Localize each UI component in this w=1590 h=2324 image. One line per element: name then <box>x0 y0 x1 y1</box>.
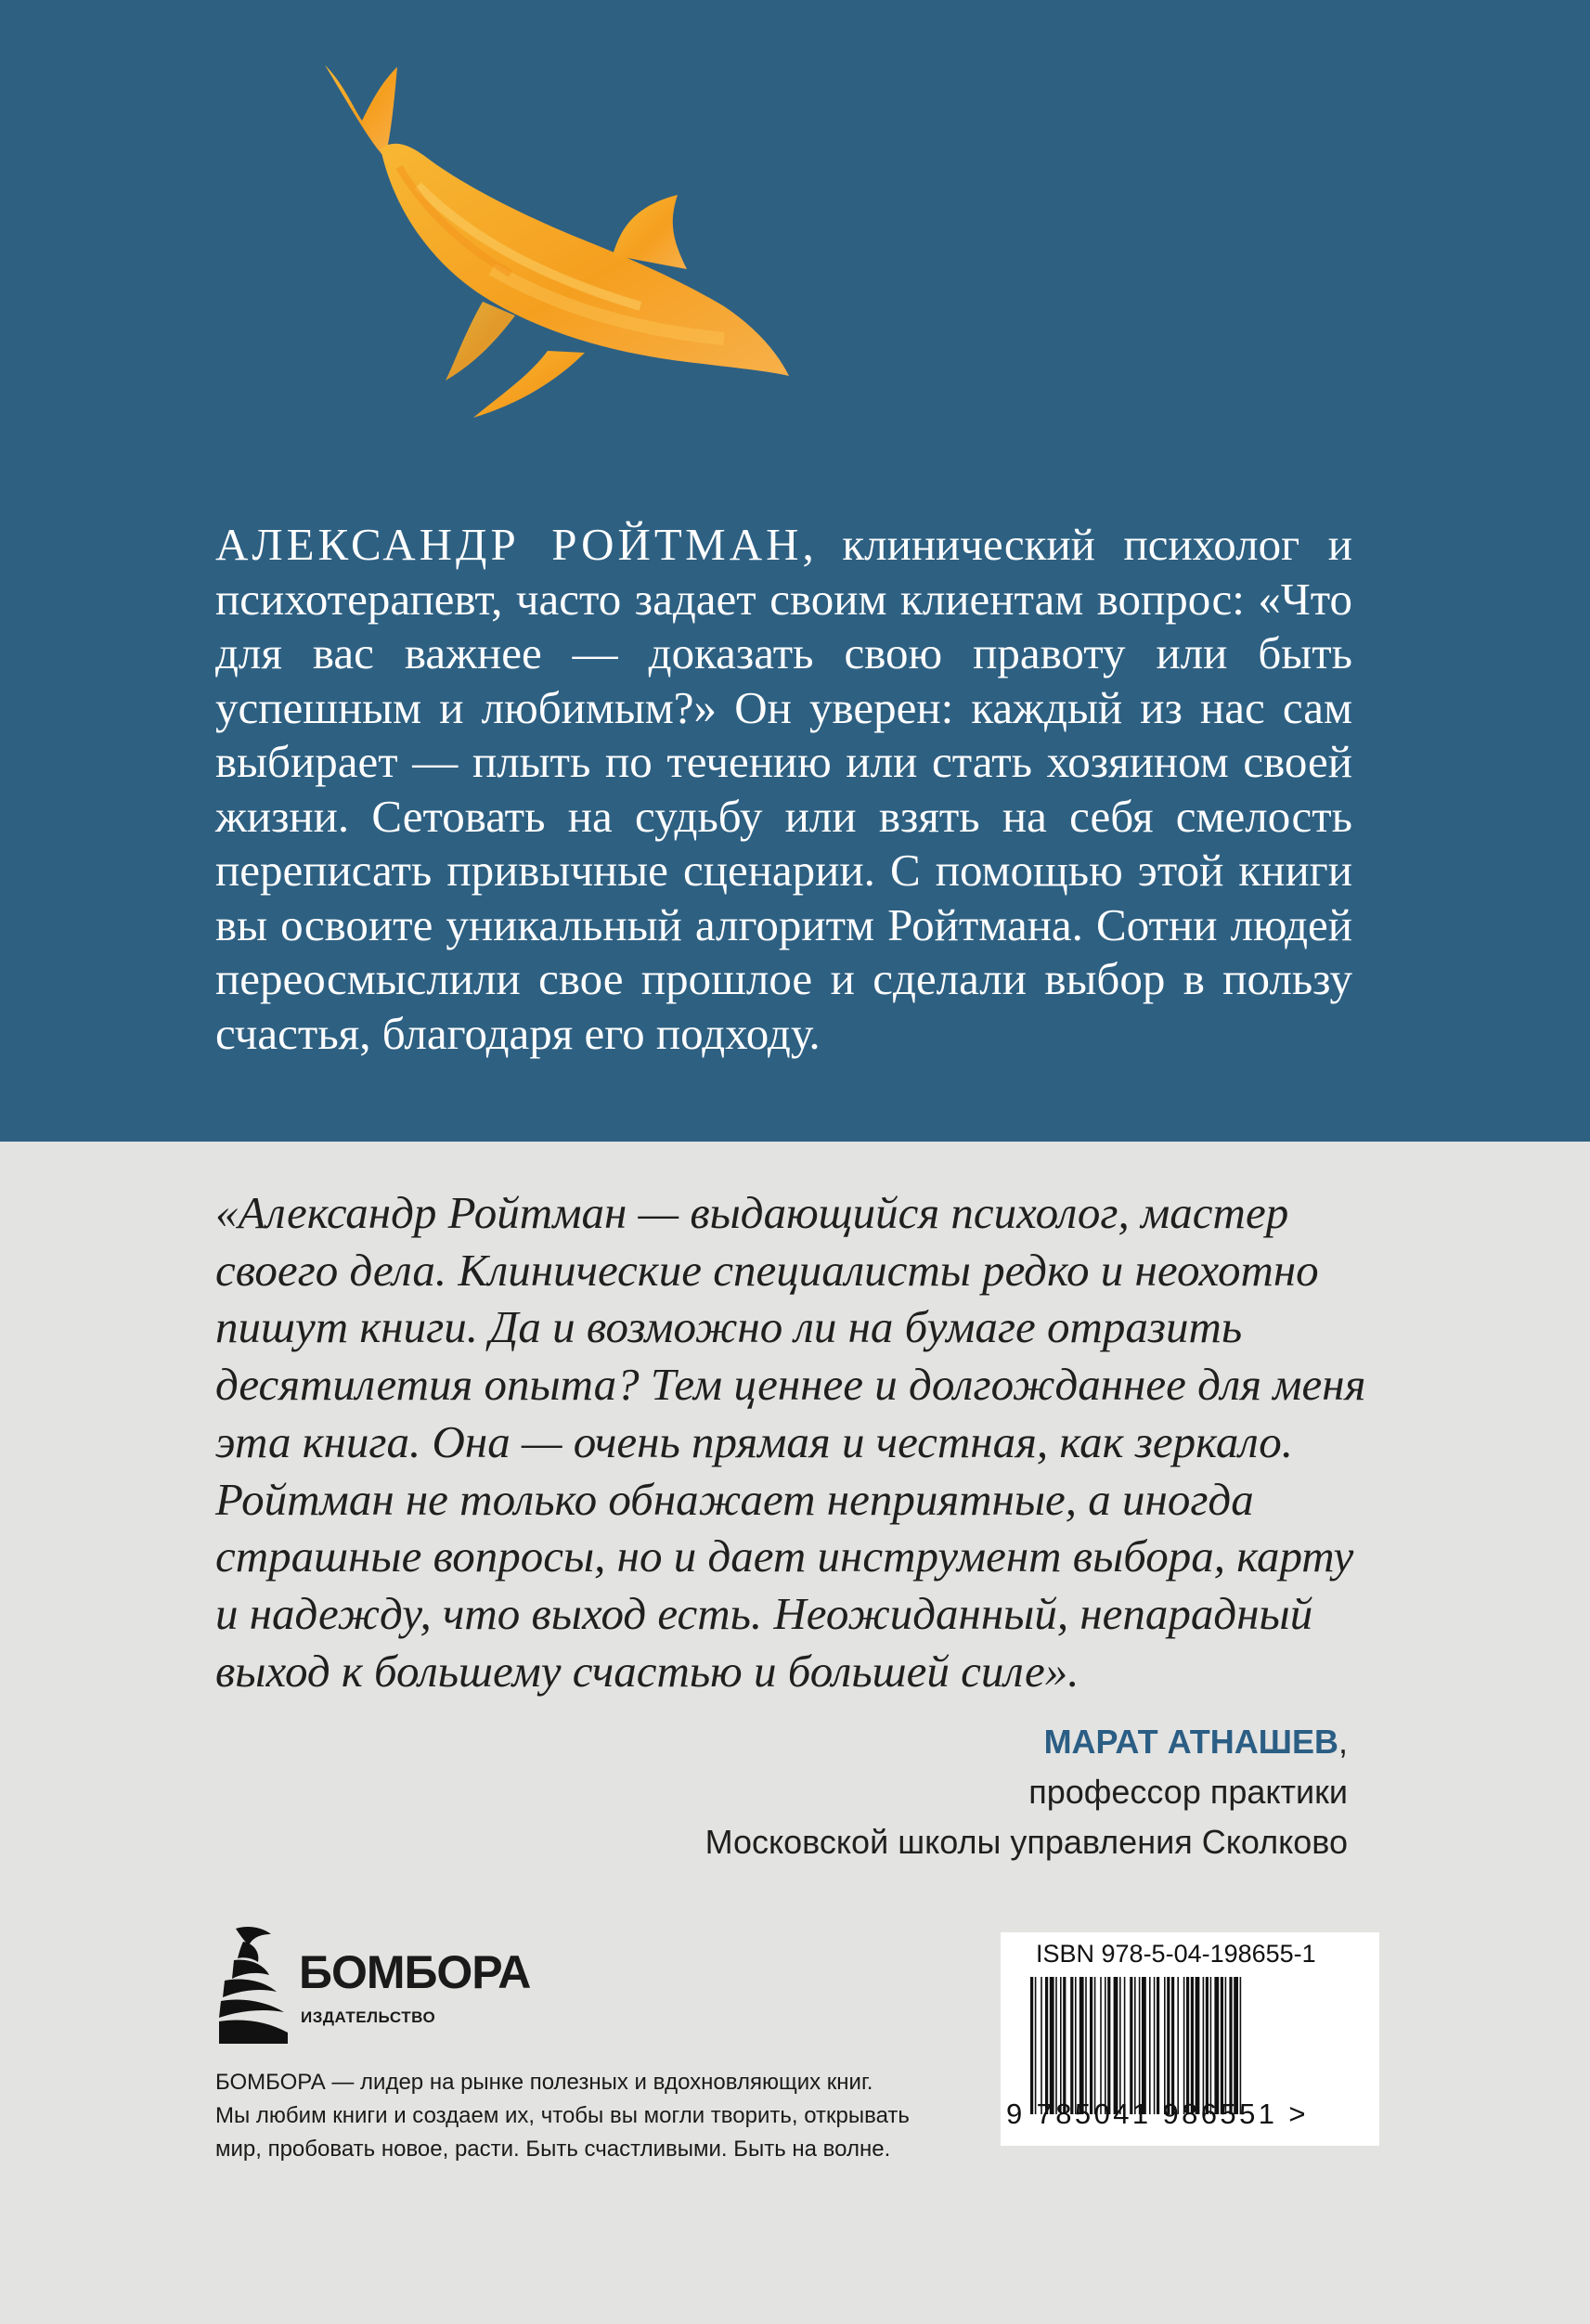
reviewer-comma: , <box>1338 1723 1348 1761</box>
book-description <box>215 518 1352 1061</box>
fish-pectoral-fin <box>473 351 585 418</box>
publisher-blurb <box>215 2066 939 2166</box>
quote-line: своего дела. Клинические специалисты редко и неохотно <box>215 1244 1319 1296</box>
fish-lower-fin <box>446 302 515 381</box>
quote-line: эта книга. Она — очень прямая и честная, как зеркало. <box>215 1415 1294 1467</box>
barcode-box <box>1001 1932 1379 2146</box>
fish-body <box>381 144 789 376</box>
bombora-logo-icon <box>215 1923 290 2046</box>
quote-line: Ройтман не только обнажает неприятные, а иногда <box>215 1473 1254 1525</box>
quote-line: «Александр Ройтман — выдающийся психолог, мастер <box>215 1187 1289 1238</box>
quote-line: страшные вопросы, но и дает инструмент выбора, карту <box>215 1530 1354 1582</box>
reviewer-name: МАРАТ АТНАШЕВ <box>1043 1723 1338 1761</box>
quote-line: и надежду, что выход есть. Неожиданный, непарадный <box>215 1587 1313 1639</box>
publisher-logo-name: БОМБОРА <box>299 1946 531 1998</box>
isbn-label: ISBN 978-5-04-198655-1 <box>1036 1940 1316 1968</box>
barcode-digits: 9 785041 986551 > <box>1006 2098 1309 2130</box>
quote-attribution <box>705 1717 1348 1867</box>
quote-line: выход к большему счастью и большей силе». <box>215 1645 1079 1697</box>
description-text: , клинический психолог и психотерапевт, часто задает своим клиентам вопрос: «Что для вас важнее — доказать свою правоту или быть успешным и любимым?» Он уверен: каждый из нас сам выбирает — плыть по течению или стать хозяином своей жизни. Сетовать на судьбу или взять на себя смелость переписать привычные сценарии. С помощью этой книги вы освоите уникальный алгоритм Ройтмана. Сотни людей переосмыслили свое прошлое и сделали выбор в пользу счастья, благодаря его подходу. <box>215 519 1352 1059</box>
publisher-blurb-line: мир, пробовать новое, расти. Быть счастливыми. Быть на волне. <box>215 2137 891 2162</box>
publisher-blurb-line: БОМБОРА — лидер на рынке полезных и вдохновляющих книг. <box>215 2070 873 2095</box>
quote-line: пишут книги. Да и возможно ли на бумаге отразить <box>215 1301 1243 1353</box>
quote-line: десятилетия опыта? Тем ценнее и долгожданнее для меня <box>215 1359 1366 1411</box>
reviewer-organization: Московской школы управления Сколково <box>705 1823 1348 1861</box>
publisher-logo-subtitle: ИЗДАТЕЛЬСТВО <box>301 2008 436 2026</box>
author-name: АЛЕКСАНДР РОЙТМАН <box>215 519 803 570</box>
publisher-blurb-line: Мы любим книги и создаем их, чтобы вы могли творить, открывать <box>215 2103 910 2128</box>
fish-icon <box>306 56 789 436</box>
review-quote <box>215 1184 1366 1699</box>
reviewer-role: профессор практики <box>1028 1773 1348 1811</box>
publisher-logo <box>215 1923 531 2053</box>
barcode-icon <box>1027 1977 1342 2114</box>
fish-tail <box>325 65 397 158</box>
top-panel <box>0 0 1590 1142</box>
